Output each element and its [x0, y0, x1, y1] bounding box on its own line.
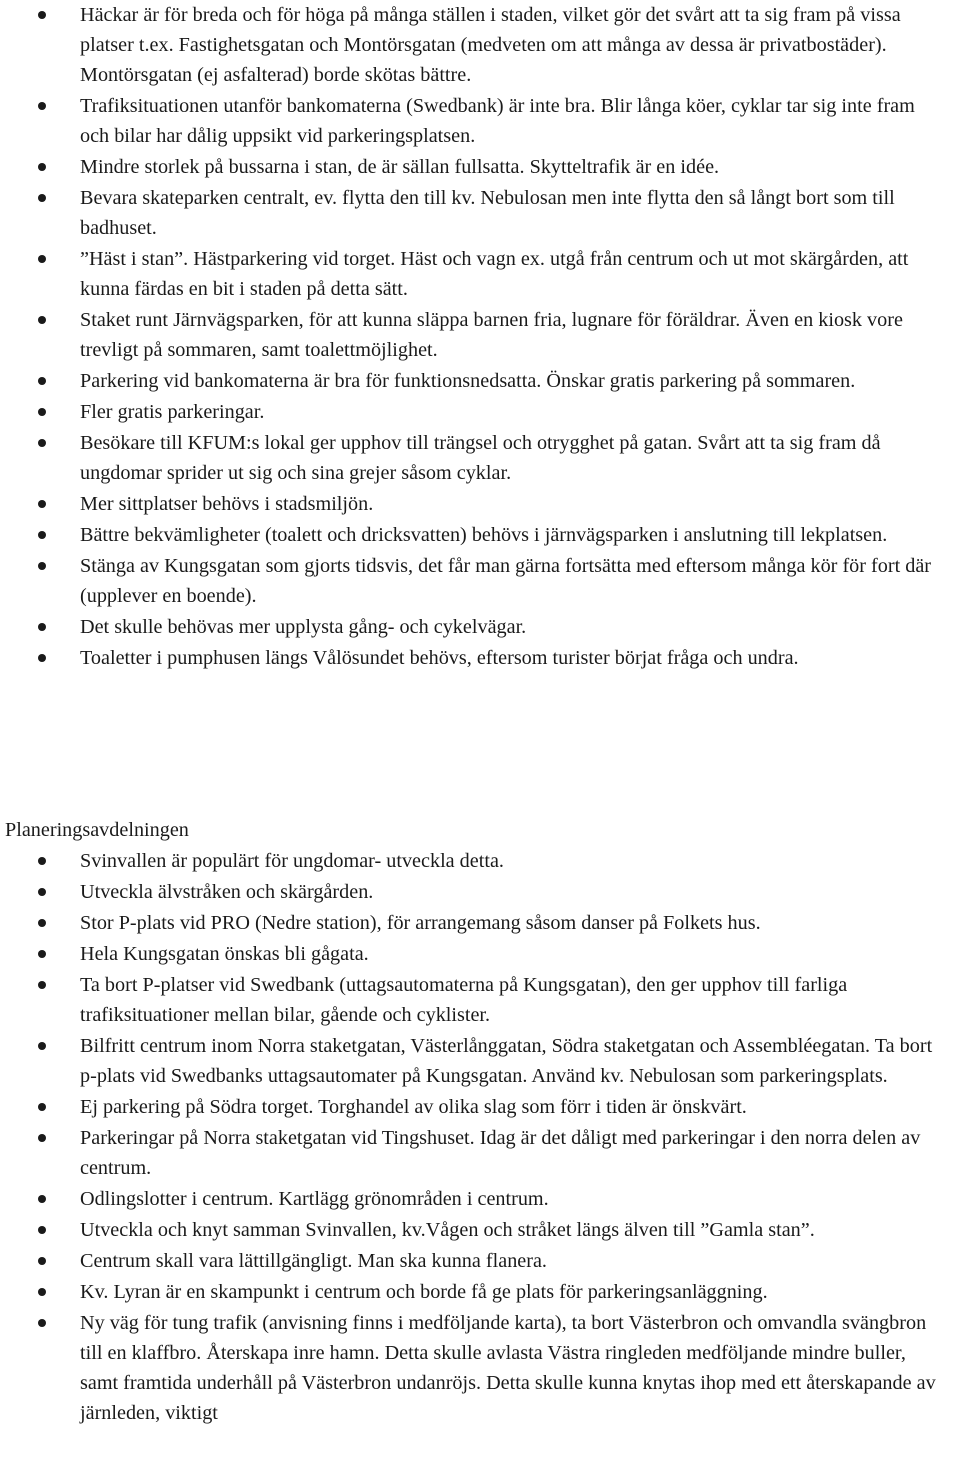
- list-item: Fler gratis parkeringar.: [0, 397, 960, 427]
- list-item: Mer sittplatser behövs i stadsmiljön.: [0, 489, 960, 519]
- section-heading: Planeringsavdelningen: [5, 819, 189, 841]
- list-item: Ny väg för tung trafik (anvisning finns i medföljande karta), ta bort Västerbron och omvandla svängbron till en klaffbro. Återskapa inre hamn. Detta skulle avlasta Västra ringleden medföljande mindre buller, samt framtida underhåll på Västerbron undanröjs. Detta skulle kunna knytas ihop med ett återskapande av järnleden, viktigt: [0, 1308, 960, 1428]
- list-item: Utveckla älvstråken och skärgården.: [0, 877, 960, 907]
- citizen-feedback-list: [0, 0, 960, 674]
- list-item: Centrum skall vara lättillgängligt. Man ska kunna flanera.: [0, 1246, 960, 1276]
- list-item: Ta bort P-platser vid Swedbank (uttagsautomaterna på Kungsgatan), den ger upphov till farliga trafiksituationer mellan bilar, gående och cyklister.: [0, 970, 960, 1030]
- list-item: Odlingslotter i centrum. Kartlägg grönområden i centrum.: [0, 1184, 960, 1214]
- list-item: Staket runt Järnvägsparken, för att kunna släppa barnen fria, lugnare för föräldrar. Även en kiosk vore trevligt på sommaren, samt toalettmöjlighet.: [0, 305, 960, 365]
- list-item: Parkeringar på Norra staketgatan vid Tingshuset. Idag är det dåligt med parkeringar i den norra delen av centrum.: [0, 1123, 960, 1183]
- planning-department-list: [0, 846, 960, 1429]
- list-item: Svinvallen är populärt för ungdomar- utveckla detta.: [0, 846, 960, 876]
- list-item: Stor P-plats vid PRO (Nedre station), för arrangemang såsom danser på Folkets hus.: [0, 908, 960, 938]
- list-item: Häckar är för breda och för höga på många ställen i staden, vilket gör det svårt att ta sig fram på vissa platser t.ex. Fastighetsgatan och Montörsgatan (medveten om att många av dessa är privatbostäder). Montörsgatan (ej asfalterad) borde skötas bättre.: [0, 0, 960, 90]
- list-item: ”Häst i stan”. Hästparkering vid torget. Häst och vagn ex. utgå från centrum och ut mot skärgården, att kunna färdas en bit i staden på detta sätt.: [0, 244, 960, 304]
- list-item: Kv. Lyran är en skampunkt i centrum och borde få ge plats för parkeringsanläggning.: [0, 1277, 960, 1307]
- list-item: Mindre storlek på bussarna i stan, de är sällan fullsatta. Skytteltrafik är en idée.: [0, 152, 960, 182]
- list-item: Bättre bekvämligheter (toalett och dricksvatten) behövs i järnvägsparken i anslutning till lekplatsen.: [0, 520, 960, 550]
- list-item: Bevara skateparken centralt, ev. flytta den till kv. Nebulosan men inte flytta den så långt bort som till badhuset.: [0, 183, 960, 243]
- list-item: Besökare till KFUM:s lokal ger upphov till trängsel och otrygghet på gatan. Svårt att ta sig fram då ungdomar sprider ut sig och sina grejer såsom cyklar.: [0, 428, 960, 488]
- list-item: Stänga av Kungsgatan som gjorts tidsvis, det får man gärna fortsätta med eftersom många kör för fort där (upplever en boende).: [0, 551, 960, 611]
- list-item: Utveckla och knyt samman Svinvallen, kv.Vågen och stråket längs älven till ”Gamla stan”.: [0, 1215, 960, 1245]
- list-item: Toaletter i pumphusen längs Vålösundet behövs, eftersom turister börjat fråga och undra.: [0, 643, 960, 673]
- list-item: Trafiksituationen utanför bankomaterna (Swedbank) är inte bra. Blir långa köer, cyklar tar sig inte fram och bilar har dålig uppsikt vid parkeringsplatsen.: [0, 91, 960, 151]
- list-item: Ej parkering på Södra torget. Torghandel av olika slag som förr i tiden är önskvärt.: [0, 1092, 960, 1122]
- list-item: Hela Kungsgatan önskas bli gågata.: [0, 939, 960, 969]
- list-item: Det skulle behövas mer upplysta gång- och cykelvägar.: [0, 612, 960, 642]
- list-item: Parkering vid bankomaterna är bra för funktionsnedsatta. Önskar gratis parkering på sommaren.: [0, 366, 960, 396]
- list-item: Bilfritt centrum inom Norra staketgatan, Västerlånggatan, Södra staketgatan och Assembléegatan. Ta bort p-plats vid Swedbanks uttagsautomater på Kungsgatan. Använd kv. Nebulosan som parkeringsplats.: [0, 1031, 960, 1091]
